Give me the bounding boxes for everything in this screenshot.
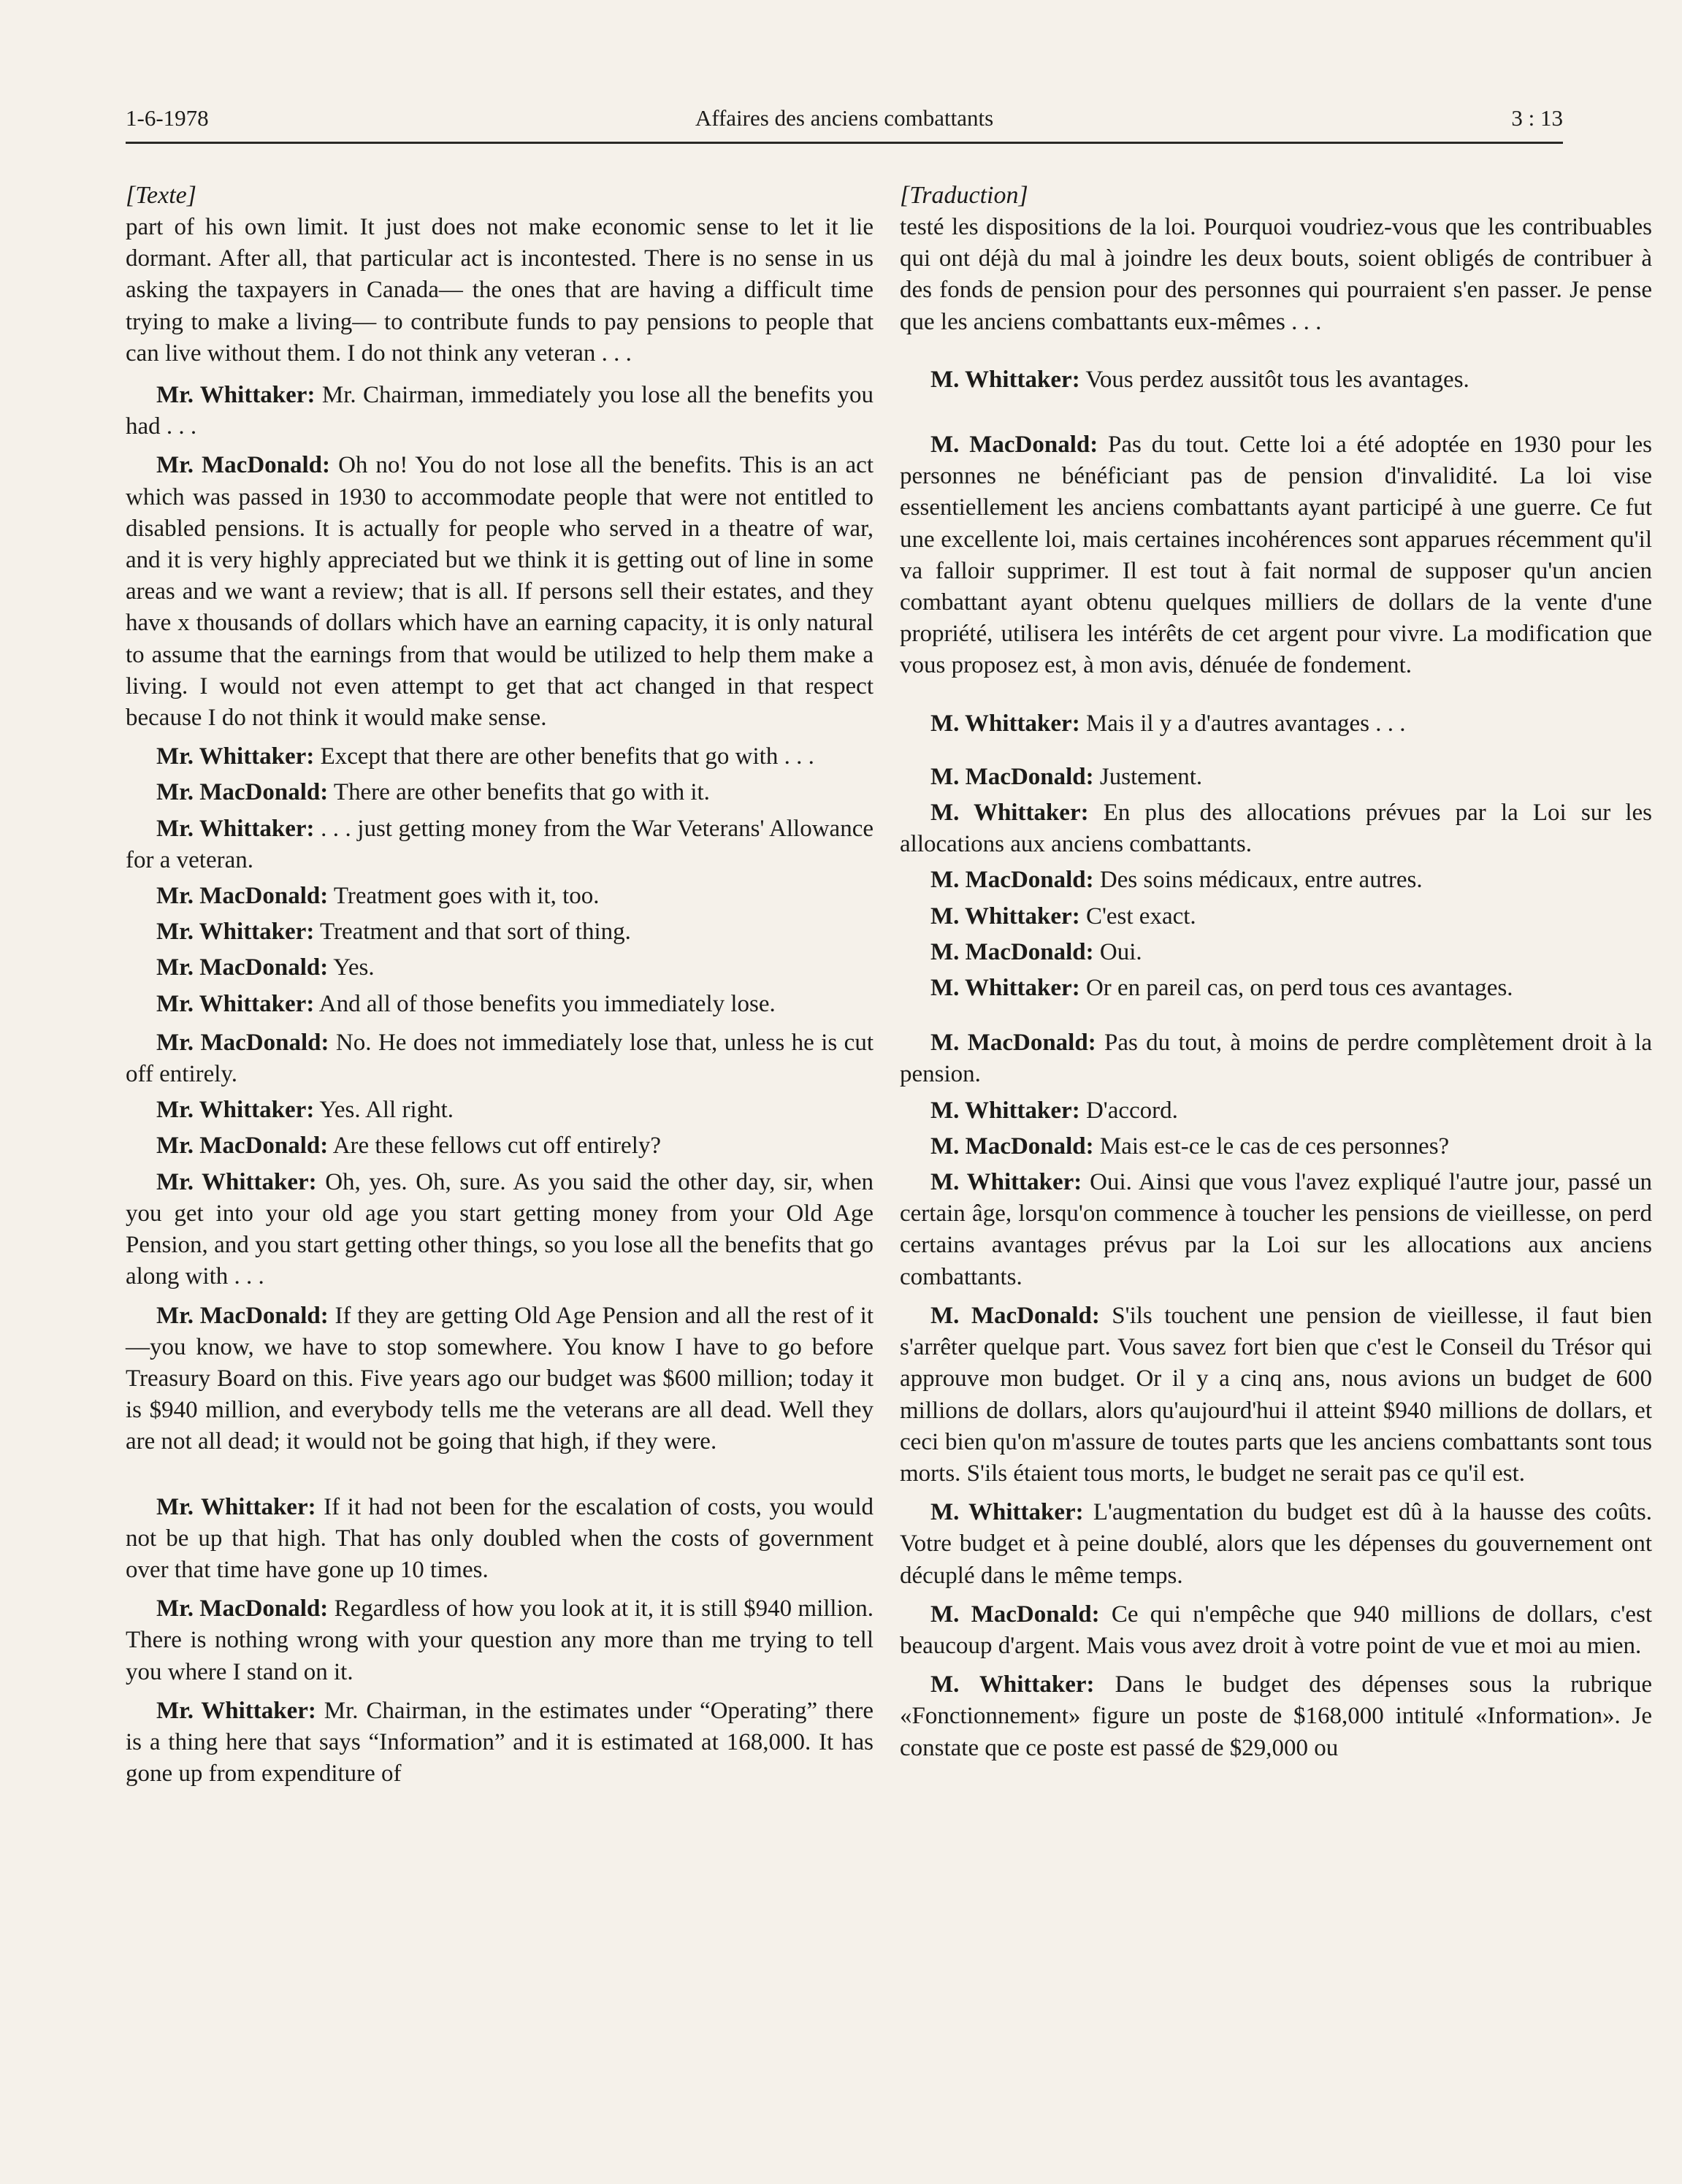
speech-text: D'accord.: [1085, 1097, 1178, 1124]
speech-text: Pas du tout. Cette loi a été adoptée en 1930 pour les personnes ne bénéficiant pas de pension d'invalidité. La loi vise essentiellement les anciens combattants ayant participé à une guerre. Ce fut une excellente loi, mais certaines incohérences sont apparues récemment qu'il va falloir supprimer. Il est tout à fait normal de supposer qu'un ancien combattant ayant obtenu quelques milliers de dollars de la vente d'une propriété, utilisera les intérêts de cet argent pour vivre. La modification que vous proposez est, à mon avis, dénuée de fondement.: [900, 432, 1653, 679]
speaker-name: Mr. Whittaker:: [156, 1697, 316, 1724]
speech-paragraph: [126, 1095, 874, 1126]
speech-text: Oh no! You do not lose all the benefits. This is an act which was passed in 1930 to accommodate people that were not entitled to disabled pensions. It is actually for people who served in a theatre of war, and it is very highly appreciated but we think it is getting out of line in some areas and we want a review; that is all. If persons sell their estates, and they have x thousands of dollars which have an earning capacity, it is only natural to assume that the earnings from that would be utilized to help them make a living. I would not even attempt to get that act changed in that respect because I do not think it would make sense.: [126, 452, 874, 732]
speaker-name: Mr. MacDonald:: [156, 452, 331, 479]
speaker-name: Mr. Whittaker:: [156, 990, 315, 1017]
speech-paragraph: [900, 1669, 1652, 1764]
speaker-name: Mr. Whittaker:: [156, 1493, 316, 1520]
header-date: 1-6-1978: [126, 105, 209, 131]
speech-paragraph: [126, 881, 874, 912]
speaker-name: Mr. Whittaker:: [156, 1097, 315, 1124]
speaker-name: M. MacDonald:: [930, 763, 1094, 790]
speech-paragraph: [900, 901, 1652, 932]
continuation-paragraph: [900, 212, 1652, 338]
speaker-name: Mr. MacDonald:: [156, 1029, 329, 1056]
speech-text: And all of those benefits you immediately lose.: [318, 990, 776, 1017]
speaker-name: Mr. MacDonald:: [156, 954, 329, 981]
speech-text: There are other benefits that go with it.: [333, 779, 710, 806]
speech-text: Oh, yes. Oh, sure. As you said the other day, sir, when you get into your old age you start getting money from your Old Age Pension, and you start getting other things, so you lose all the benefits that go along with . . .: [126, 1168, 874, 1290]
english-column: [126, 181, 874, 1790]
speech-paragraph: [126, 741, 874, 773]
speech-paragraph: [126, 1167, 874, 1293]
speech-paragraph: [126, 1300, 874, 1458]
speech-text: Justement.: [1099, 763, 1203, 790]
speech-paragraph: [900, 1027, 1652, 1090]
speaker-name: M. Whittaker:: [930, 1671, 1095, 1698]
french-column: [900, 181, 1652, 1764]
speech-text: Yes. All right.: [319, 1097, 454, 1124]
french-paragraphs: [900, 212, 1652, 1764]
speech-text: Mais il y a d'autres avantages . . .: [1085, 710, 1406, 737]
speech-text: Mr. Chairman, immediately you lose all the benefits you had . . .: [126, 382, 874, 440]
speech-text: Oui.: [1099, 938, 1142, 965]
speech-text: Are these fellows cut off entirely?: [332, 1133, 662, 1160]
speech-paragraph: [900, 1300, 1652, 1490]
speaker-name: M. Whittaker:: [930, 710, 1080, 737]
speech-paragraph: [900, 937, 1652, 968]
speech-text: Treatment goes with it, too.: [333, 883, 600, 910]
speech-text: Regardless of how you look at it, it is still $940 million. There is nothing wrong with your question any more than me trying to tell you where I stand on it.: [126, 1595, 874, 1685]
speaker-name: M. MacDonald:: [930, 1601, 1100, 1628]
speech-text: En plus des allocations prévues par la Loi sur les allocations aux anciens combattants.: [900, 800, 1652, 858]
speech-text: Dans le budget des dépenses sous la rubrique «Fonctionnement» figure un poste de $168,000 intitulé «Information». Je constate que ce poste est passé de $29,000 ou: [900, 1671, 1652, 1761]
speech-paragraph: [126, 916, 874, 948]
speech-paragraph: [126, 1027, 874, 1090]
speech-text: Mr. Chairman, in the estimates under “Operating” there is a thing here that says “Information” and it is estimated at 168,000. It has gone up from expenditure of: [126, 1697, 874, 1788]
speech-paragraph: [126, 450, 874, 734]
column-tag: [Texte]: [126, 182, 196, 209]
speaker-name: M. Whittaker:: [930, 366, 1080, 393]
speaker-name: Mr. Whittaker:: [156, 743, 315, 770]
speech-text: Des soins médicaux, entre autres.: [1099, 867, 1423, 894]
speech-paragraph: [126, 777, 874, 808]
speech-paragraph: [900, 364, 1652, 396]
speech-paragraph: [900, 797, 1652, 860]
speech-text: Yes.: [333, 954, 375, 981]
speech-paragraph: [900, 1167, 1652, 1293]
header-page-number: 3 : 13: [1511, 105, 1563, 131]
speech-text: testé les dispositions de la loi. Pourquoi voudriez-vous que les contribuables qui ont déjà du mal à joindre les deux bouts, soient obligés de contribuer à des fonds de pension pour des personnes qui pourraient s'en passer. Je pense que les anciens combattants eux-mêmes . . .: [900, 214, 1652, 335]
speaker-name: Mr. MacDonald:: [156, 883, 329, 910]
speech-text: Mais est-ce le cas de ces personnes?: [1099, 1133, 1450, 1160]
speech-text: Ce qui n'empêche que 940 millions de dollars, c'est beaucoup d'argent. Mais vous avez droit à votre point de vue et moi au mien.: [900, 1601, 1653, 1659]
speech-paragraph: [126, 813, 874, 876]
speech-paragraph: [900, 973, 1652, 1004]
speaker-name: M. MacDonald:: [930, 938, 1094, 965]
speaker-name: M. Whittaker:: [930, 1169, 1082, 1196]
speech-paragraph: [900, 1095, 1652, 1127]
speech-text: S'ils touchent une pension de vieillesse, il faut bien s'arrêter quelque part. Vous savez fort bien que c'est le Conseil du Trésor qui approuve mon budget. Or il y a cinq ans, nous avions un budget de 600 millions de dollars, alors qu'aujourd'hui il atteint $940 millions de dollars, et ceci bien qu'on m'assure de toutes parts que les anciens combattants sont tous morts. S'ils étaient tous morts, le budget ne serait pas ce qu'il est.: [900, 1302, 1652, 1487]
speech-paragraph: [126, 989, 874, 1020]
speech-paragraph: [900, 1131, 1652, 1162]
speaker-name: M. MacDonald:: [930, 1030, 1096, 1057]
speaker-name: Mr. MacDonald:: [156, 1302, 329, 1329]
english-paragraphs: [126, 212, 874, 1790]
speaker-name: Mr. Whittaker:: [156, 382, 316, 409]
speech-paragraph: [126, 1593, 874, 1688]
speech-paragraph: [126, 1492, 874, 1587]
column-tag: [Traduction]: [900, 182, 1028, 209]
speech-text: If they are getting Old Age Pension and all the rest of it—you know, we have to stop somewhere. You know I have to go before Treasury Board on this. Five years ago our budget was $600 million; today it is $940 million, and everybody tells me the veterans are all dead. Well they are not all dead; it would not be going that high, if they were.: [126, 1302, 874, 1455]
page-header: [126, 104, 1563, 144]
speech-paragraph: [126, 1130, 874, 1162]
speech-paragraph: [126, 1696, 874, 1790]
speaker-name: Mr. Whittaker:: [156, 1168, 317, 1195]
speaker-name: M. MacDonald:: [930, 1302, 1100, 1329]
speech-paragraph: [900, 429, 1652, 682]
speaker-name: Mr. MacDonald:: [156, 1133, 329, 1160]
speaker-name: M. Whittaker:: [930, 975, 1080, 1002]
continuation-paragraph: [126, 212, 874, 369]
speech-text: If it had not been for the escalation of costs, you would not be up that high. That has only doubled when the costs of government over that time have gone up 10 times.: [126, 1493, 874, 1583]
speech-paragraph: [126, 952, 874, 984]
speaker-name: Mr. Whittaker:: [156, 815, 315, 842]
speaker-name: M. Whittaker:: [930, 903, 1080, 930]
speech-paragraph: [900, 1599, 1652, 1662]
speech-text: No. He does not immediately lose that, unless he is cut off entirely.: [126, 1029, 874, 1088]
speech-text: part of his own limit. It just does not make economic sense to let it lie dormant. After all, that particular act is incontested. There is no sense in us asking the taxpayers in Canada— the ones that are having a difficult time trying to make a living— to contribute funds to pay pensions to people that can live without them. I do not think any veteran . . .: [126, 214, 874, 367]
speech-text: Vous perdez aussitôt tous les avantages.: [1085, 366, 1469, 393]
speech-text: . . . just getting money from the War Veterans' Allowance for a veteran.: [126, 815, 874, 873]
speech-text: Or en pareil cas, on perd tous ces avantages.: [1085, 975, 1513, 1002]
speaker-name: Mr. Whittaker:: [156, 919, 315, 946]
speech-paragraph: [900, 708, 1652, 740]
speech-text: Treatment and that sort of thing.: [319, 919, 631, 946]
speaker-name: M. MacDonald:: [930, 1133, 1094, 1160]
speaker-name: M. Whittaker:: [930, 1097, 1080, 1124]
speech-paragraph: [900, 1497, 1652, 1592]
speech-paragraph: [126, 380, 874, 442]
speech-text: C'est exact.: [1085, 903, 1196, 930]
speech-text: Except that there are other benefits that go with . . .: [320, 743, 814, 770]
header-title: Affaires des anciens combattants: [695, 105, 994, 131]
speaker-name: Mr. MacDonald:: [156, 1595, 329, 1622]
speech-text: Pas du tout, à moins de perdre complètement droit à la pension.: [900, 1030, 1652, 1088]
speaker-name: Mr. MacDonald:: [156, 779, 329, 806]
speaker-name: M. Whittaker:: [930, 800, 1089, 827]
speech-text: Oui. Ainsi que vous l'avez expliqué l'autre jour, passé un certain âge, lorsqu'on commence à toucher les pensions de vieillesse, on perd certains avantages prévus par la Loi sur les allocations aux anciens combattants.: [900, 1169, 1653, 1290]
speaker-name: M. Whittaker:: [930, 1499, 1084, 1526]
speech-text: L'augmentation du budget est dû à la hausse des coûts. Votre budget et à peine doublé, alors que les dépenses du gouvernement ont décuplé dans le même temps.: [900, 1499, 1653, 1589]
speaker-name: M. MacDonald:: [930, 867, 1094, 894]
speech-paragraph: [900, 762, 1652, 793]
speaker-name: M. MacDonald:: [930, 432, 1098, 459]
speech-paragraph: [900, 865, 1652, 896]
